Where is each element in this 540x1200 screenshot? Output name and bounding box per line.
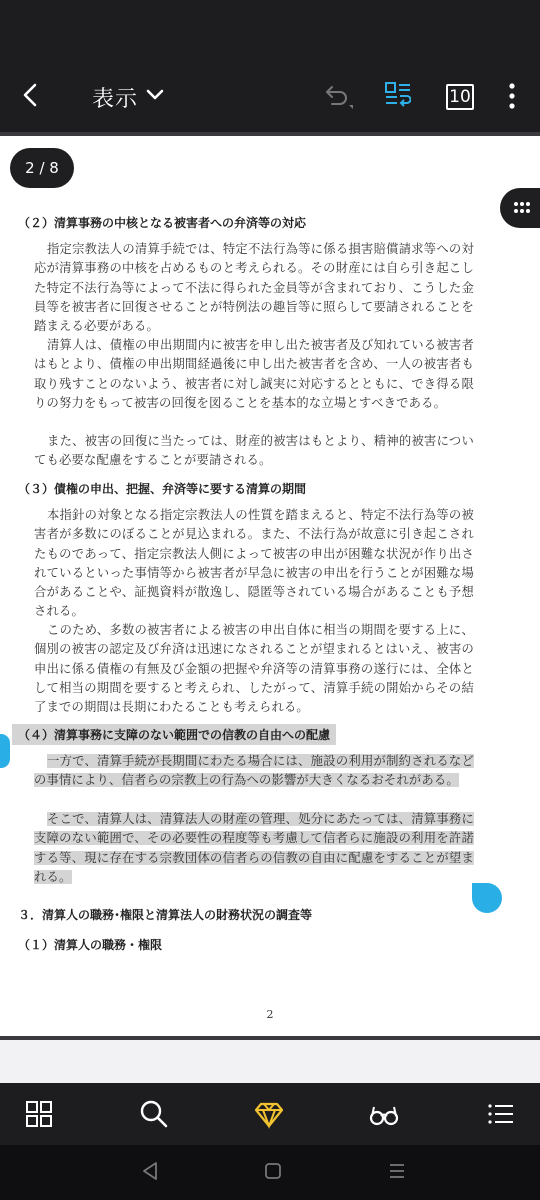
more-options-icon[interactable] [505, 82, 519, 110]
back-arrow-icon[interactable] [18, 82, 44, 108]
status-bar [0, 0, 540, 60]
selection-start-handle[interactable] [0, 734, 10, 768]
page-number: 2 [266, 1008, 274, 1021]
page-indicator: 2 / 8 [10, 148, 74, 188]
document-page[interactable] [0, 136, 540, 1036]
paragraph [34, 752, 474, 791]
paragraph [34, 810, 474, 887]
view-mode-title[interactable]: 表示 [92, 87, 139, 112]
diamond-icon[interactable] [254, 1099, 284, 1129]
nav-recents-icon[interactable] [387, 1161, 407, 1181]
list-icon[interactable] [486, 1099, 516, 1129]
reflow-view-icon[interactable] [385, 82, 411, 110]
nav-home-icon[interactable] [263, 1161, 283, 1181]
chevron-down-icon[interactable] [146, 88, 164, 102]
app-bar [0, 60, 540, 132]
search-icon[interactable] [139, 1099, 169, 1129]
paragraph: また、被害の回復に当たっては、財産的被害はもとより、精神的被害についても必要な配慮をすることが要請される。 [34, 434, 474, 468]
selected-text[interactable]: そこで、清算人は、清算法人の財産の管理、処分にあたっては、清算事務に支障のない範囲で、その必要性の程度等も考慮して信者らに施設の利用を許諾する等、現に存在する宗教団体の信者らの信教の自由に配慮をすることが望まれる。 [34, 812, 474, 884]
nav-back-icon[interactable] [141, 1161, 159, 1181]
section-heading: （４）清算事務に支障のない範囲での信教の自由への配慮 [12, 724, 336, 745]
side-panel-handle[interactable] [500, 188, 540, 228]
page-count-button[interactable]: 10 [446, 84, 474, 110]
thumbnails-icon[interactable] [24, 1099, 54, 1129]
bottom-toolbar [0, 1083, 540, 1145]
paragraph: このため、多数の被害者による被害の申出自体に相当の期間を要する上に、個別の被害の認定及び弁済は迅速になされることが望まれるとはいえ、被害の申出に係る債権の有無及び金額の把握や弁済等の清算事務の遂行には、全体として相当の期間を要すると考えられ、したがって、清算手続の開始からその結了までの期間は長期にわたることも考えられる。 [34, 623, 474, 715]
system-nav-bar [0, 1145, 540, 1200]
selection-end-handle[interactable] [472, 883, 502, 913]
paragraph: 清算人は、債権の申出期間内に被害を申し出た被害者及び知れている被害者はもとより、債権の申出期間経過後に申し出た被害者を含め、一人の被害者も取り残すことのないよう、被害者に対し誠実に対応するとともに、でき得る限りの努力をもって被害の回復を図ることを基本的な立場とすべきである。 [34, 338, 474, 410]
undo-icon[interactable] [323, 82, 353, 112]
section-heading: （２）清算事務の中核となる被害者への弁済等の対応 [18, 216, 307, 230]
page-bottom-edge [0, 1036, 540, 1040]
section-heading: ３．清算人の職務･権限と清算法人の財務状況の調査等 [18, 908, 313, 922]
paragraph: 本指針の対象となる指定宗教法人の性質を踏まえると、特定不法行為等の被害者が多数にのぼることが見込まれる。また、不法行為が故意に引き起こされたものであって、指定宗教法人側によって被害の申出が困難な状況が作り出されているといった事情等から被害者が早急に被害の申出を行うことが困難な場合があることや、証拠資料が散逸し、隠匿等されている場合があることも予想される。 [34, 508, 474, 619]
reading-glasses-icon[interactable] [369, 1099, 399, 1129]
paragraph: 指定宗教法人の清算手続では、特定不法行為等に係る損害賠償請求等への対応が清算事務の中核を占めるものと考えられる。その財産には自ら引き起こした特定不法行為等によって不法に得られた金員等が含まれており、こうした金員等を被害者に回復させることが特例法の趣旨等に照らして要請されることを踏まえる必要がある。 [34, 242, 474, 334]
section-heading: （３）債権の申出、把握、弁済等に要する清算の期間 [18, 482, 307, 496]
section-heading: （１）清算人の職務・権限 [18, 938, 163, 952]
selected-text[interactable]: 一方で、清算手続が長期間にわたる場合には、施設の利用が制約されるなどの事情により、信者らの宗教上の行為への影響が大きくなるおそれがある。 [34, 754, 474, 788]
